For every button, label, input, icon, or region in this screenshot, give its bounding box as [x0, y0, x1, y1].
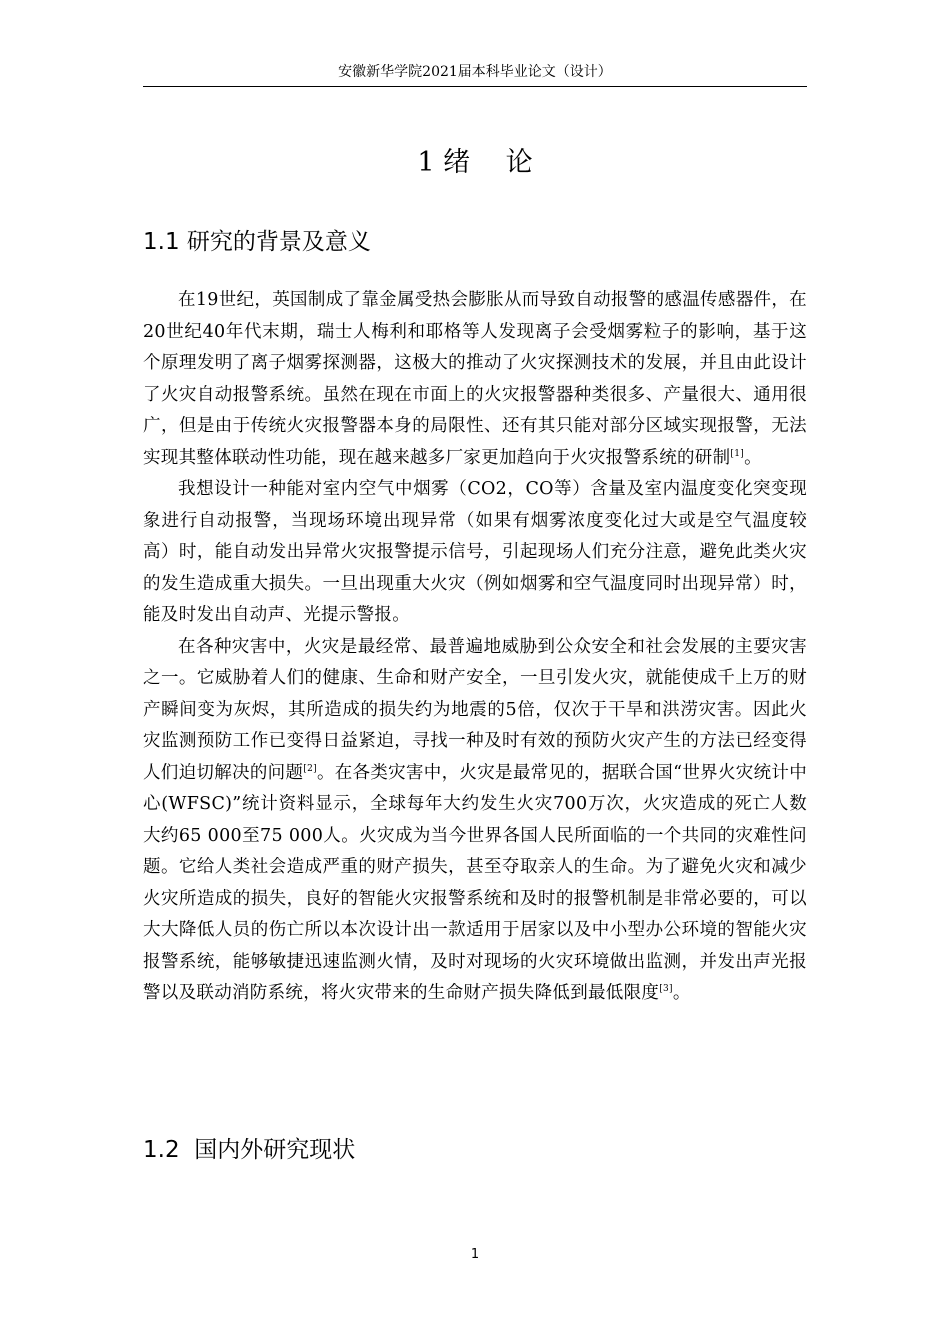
paragraph-text: 在19世纪，英国制成了靠金属受热会膨胀从而导致自动报警的感温传感器件，在20世纪40年代末期，瑞士人梅利和耶格等人发现离子会受烟雾粒子的影响，基于这个原理发明了离子烟雾探测器，这极大的推动了火灾探测技术的发展，并且由此设计了火灾自动报警系统。虽然在现在市面上的火灾报警器种类很多、产量很大、通用很广，但是由于传统火灾报警器本身的局限性、还有其只能对部分区域实现报警，无法实现其整体联动性功能，现在越来越多厂家更加趋向于火灾报警系统的研制 — [143, 290, 807, 468]
paragraph-text: 在各种灾害中，火灾是最经常、最普遍地威胁到公众安全和社会发展的主要灾害之一。它威胁着人们的健康、生命和财产安全，一旦引发火灾，就能使成千上万的财产瞬间变为灰烬，其所造成的损失约为地震的5倍，仅次于干旱和洪涝灾害。因此火灾监测预防工作已变得日益紧迫，寻找一种及时有效的预防火灾产生的方法已经变得人们迫切解决的问题 — [143, 636, 807, 783]
section-title-1-2: 1.2 国内外研究现状 — [143, 1137, 356, 1163]
paragraph-1 — [143, 285, 807, 474]
paragraph-tail: 。在各类灾害中，火灾是最常见的，据联合国“世界火灾统计中心(WFSC)”统计资料显示，全球每年大约发生火灾700万次，火灾造成的死亡人数大约65 000至75 000人。火灾成为当今世界各国人民所面临的一个共同的灾难性问题。它给人类社会造成严重的财产损失，甚至夺取亲人的生命。为了避免火灾和减少火灾所造成的损失，良好的智能火灾报警系统和及时的报警机制是非常必要的，可以大大降低人员的伤亡所以本次设计出一款适用于居家以及中小型办公环境的智能火灾报警系统，能够敏捷迅速监测火情，及时对现场的火灾环境做出监测，并发出声光报警以及联动消防系统，将火灾带来的生命财产损失降低到最低限度 — [143, 762, 807, 1003]
citation-ref: [2] — [303, 763, 317, 774]
chapter-title: 1 绪 论 — [417, 147, 533, 178]
paragraph-tail: 。 — [744, 447, 762, 468]
page-number: 1 — [470, 1247, 480, 1262]
paragraph-tail: 。 — [672, 983, 691, 1003]
section-title-1-1: 1.1 研究的背景及意义 — [143, 229, 371, 255]
paragraph-text: 我想设计一种能对室内空气中烟雾（CO2，CO等）含量及室内温度变化突变现象进行自动报警，当现场环境出现异常（如果有烟雾浓度变化过大或是空气温度较高）时，能自动发出异常火灾报警提示信号，引起现场人们充分注意，避免此类火灾的发生造成重大损失。一旦出现重大火灾（例如烟雾和空气温度同时出现异常）时，能及时发出自动声、光提示警报。 — [143, 479, 807, 625]
paragraph-2 — [143, 474, 807, 632]
citation-ref: [1] — [730, 448, 745, 459]
paragraph-3 — [143, 632, 807, 1010]
body-text — [143, 285, 807, 1010]
page-header: 安徽新华学院2021届本科毕业论文（设计） — [143, 62, 807, 87]
citation-ref: [3] — [659, 984, 673, 995]
